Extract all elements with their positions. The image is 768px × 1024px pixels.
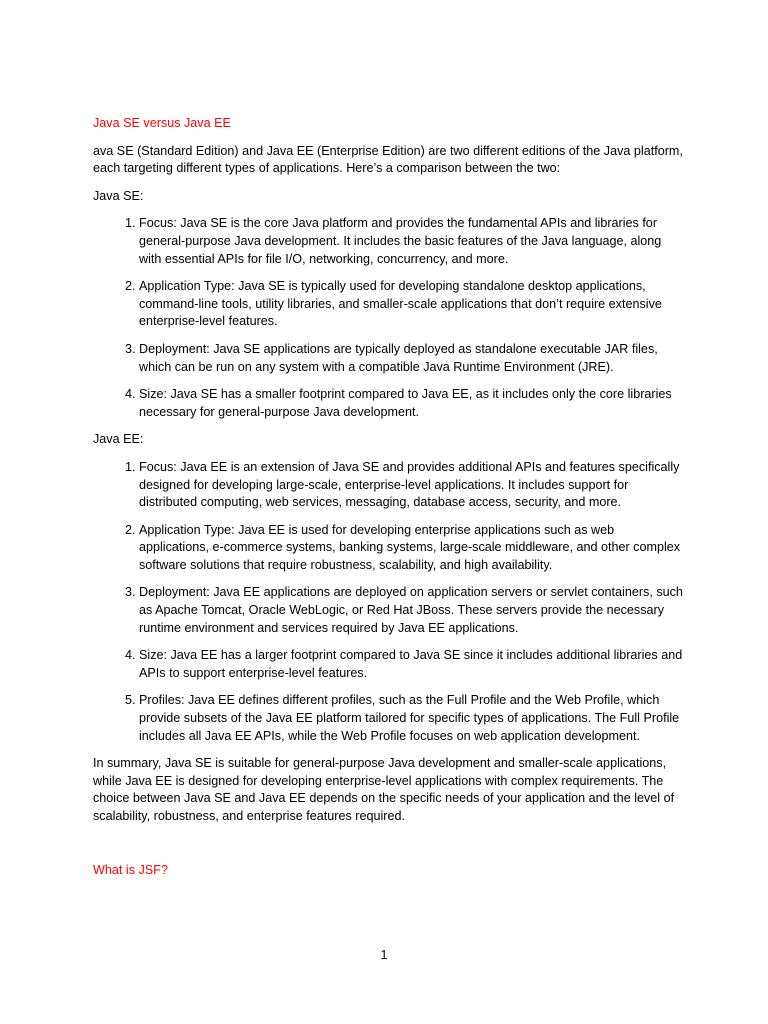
java-se-item-application-type: 2. Application Type: Java SE is typically used for developing standalone desktop applications, command-line tools, utility libraries, and smaller-scale applications that don’t require extensive enterprise-level features. (139, 278, 683, 331)
summary-paragraph: In summary, Java SE is suitable for general-purpose Java development and smaller-scale applications, while Java EE is designed for developing enterprise-level applications with complex requirements. The choice between Java SE and Java EE depends on the specific needs of your application and the level of scalability, robustness, and enterprise features required. (93, 756, 675, 823)
page-number: 1 (380, 948, 388, 962)
section-heading-java-se-vs-ee: Java SE versus Java EE (93, 116, 231, 130)
section-spacer (93, 836, 683, 862)
java-se-item-size: 4. Size: Java SE has a smaller footprint compared to Java EE, as it includes only the core libraries necessary for general-purpose Java development. (139, 386, 683, 421)
intro-paragraph: ava SE (Standard Edition) and Java EE (Enterprise Edition) are two different editions of the Java platform, each targeting different types of applications. Here’s a comparison between the two: (93, 143, 683, 176)
java-se-label: Java SE: (93, 188, 144, 203)
section-heading-what-is-jsf: What is JSF? (93, 862, 168, 877)
java-se-item-focus: 1. Focus: Java SE is the core Java platform and provides the fundamental APIs and libraries for general-purpose Java development. It includes the basic features of the Java language, along with essential APIs for file I/O, networking, concurrency, and more. (139, 215, 683, 268)
java-ee-label: Java EE: (93, 432, 144, 447)
java-ee-item-focus: 1. Focus: Java EE is an extension of Java SE and provides additional APIs and features specifically designed for developing large-scale, enterprise-level applications. It includes support for distributed computing, web services, messaging, database access, security, and more. (139, 459, 683, 512)
java-ee-item-size: 4. Size: Java EE has a larger footprint compared to Java SE since it includes additional libraries and APIs to support enterprise-level features. (139, 647, 683, 682)
java-ee-list (93, 459, 683, 745)
java-se-list (93, 215, 683, 421)
document-body (93, 115, 683, 889)
java-ee-item-profiles: 5. Profiles: Java EE defines different profiles, such as the Full Profile and the Web Profile, which provide subsets of the Java EE platform tailored for specific types of applications. The Full Profile includes all Java EE APIs, while the Web Profile focuses on web application development. (139, 692, 683, 745)
java-ee-item-application-type: 2. Application Type: Java EE is used for developing enterprise applications such as web applications, e-commerce systems, banking systems, large-scale middleware, and other complex software solutions that require robustness, scalability, and high availability. (139, 522, 683, 575)
java-se-item-deployment: 3. Deployment: Java SE applications are typically deployed as standalone executable JAR files, which can be run on any system with a compatible Java Runtime Environment (JRE). (139, 341, 683, 376)
java-ee-item-deployment: 3. Deployment: Java EE applications are deployed on application servers or servlet containers, such as Apache Tomcat, Oracle WebLogic, or Red Hat JBoss. These servers provide the necessary runtime environment and services required by Java EE applications. (139, 584, 683, 637)
